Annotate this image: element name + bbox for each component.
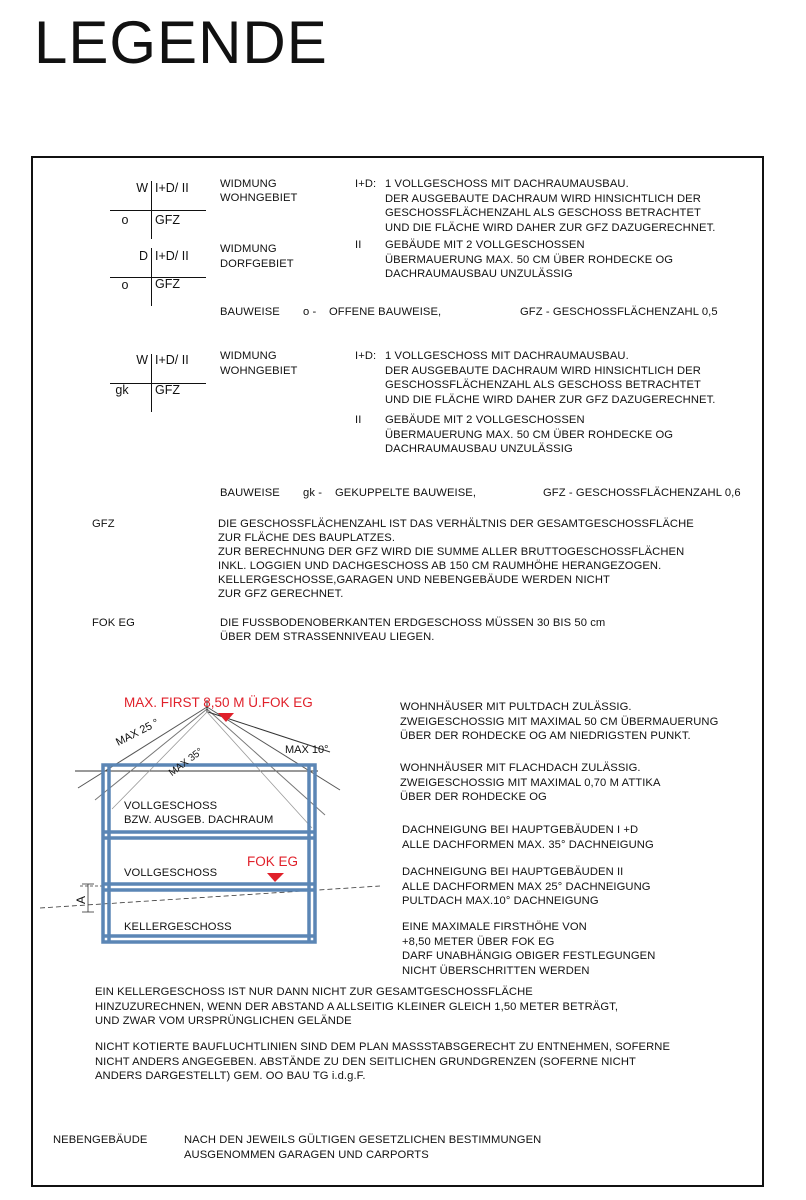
box-bottom-left: gk [115,383,129,397]
note-firsthoehe: DARF UNABHÄNGIG OBIGER FESTLEGUNGEN [402,950,656,962]
gfz-value: GFZ - GESCHOSSFLÄCHENZAHL 0,5 [520,306,718,318]
nebengebaeude-label: NEBENGEBÄUDE [53,1134,148,1146]
ii-text-line: DACHRAUMAUSBAU UNZULÄSSIG [385,268,573,280]
ii-code: II [355,414,362,426]
box-top-right: I+D/ II [155,249,189,263]
nebengebaeude-line: AUSGENOMMEN GARAGEN UND CARPORTS [184,1148,429,1161]
fok-def-line: DIE FUSSBODENOBERKANTEN ERDGESCHOSS MÜSSEN 30 BIS 50 cm [220,617,606,629]
note-firsthoehe: +8,50 METER ÜBER FOK EG [402,935,555,948]
box-bottom-left: o [121,213,129,227]
id-text-line: UND DIE FLÄCHE WIRD DAHER ZUR GFZ DAZUGERECHNET. [385,221,716,234]
box-top-left: D [138,249,148,263]
max10-label: MAX 10° [285,744,329,756]
ii-text-line: GEBÄUDE MIT 2 VOLLGESCHOSSEN [385,414,585,426]
gfz-def-line: KELLERGESCHOSSE,GARAGEN UND NEBENGEBÄUDE WERDEN NICHT [218,574,610,586]
note-flachdach: WOHNHÄUSER MIT FLACHDACH ZULÄSSIG. [400,762,641,774]
zoning-box-w-o [88,173,203,243]
zoning-box-d-o [88,240,203,310]
gfz-value: GFZ - GESCHOSSFLÄCHENZAHL 0,6 [543,487,741,499]
baufluchtlinien-note-line: ANDERS DARGESTELLT) GEM. OO BAU TG i.d.g.F. [95,1070,366,1082]
note-firsthoehe: NICHT ÜBERSCHRITTEN WERDEN [402,964,590,977]
note-dachneigung-ii: ALLE DACHFORMEN MAX 25° DACHNEIGUNG [402,880,651,893]
fok-def-line: ÜBER DEM STRASSENNIVEAU LIEGEN. [220,631,435,643]
note-pultdach: WOHNHÄUSER MIT PULTDACH ZULÄSSIG. [400,701,632,713]
note-flachdach: ÜBER DER ROHDECKE OG [400,791,547,803]
ii-text-line: DACHRAUMAUSBAU UNZULÄSSIG [385,443,573,455]
floor-bottom-label: KELLERGESCHOSS [124,921,232,933]
box-bottom-right: GFZ [155,383,180,397]
page-title: LEGENDE [34,9,328,76]
id-text-line: 1 VOLLGESCHOSS MIT DACHRAUMAUSBAU. [385,350,629,362]
note-dachneigung-ii: DACHNEIGUNG BEI HAUPTGEBÄUDEN II [402,866,624,878]
zoning-box-w-gk [88,346,203,416]
bauweise-code: o - [303,306,317,318]
ii-text-line: ÜBERMAUERUNG MAX. 50 CM ÜBER ROHDECKE OG [385,253,674,266]
widmung-value: WOHNGEBIET [220,192,298,204]
widmung-value: WOHNGEBIET [220,364,298,377]
gfz-def-line: ZUR BERECHNUNG DER GFZ WIRD DIE SUMME ALLER BRUTTOGESCHOSSFLÄCHEN [218,546,685,558]
ii-text-line: GEBÄUDE MIT 2 VOLLGESCHOSSEN [385,239,585,251]
bauweise-label: BAUWEISE [220,306,280,318]
max25-label: MAX 25 ° [114,716,161,749]
keller-note-line: HINZUZURECHNEN, WENN DER ABSTAND A ALLSEITIG KLEINER GLEICH 1,50 METER BETRÄGT, [95,1000,619,1013]
widmung-label: WIDMUNG [220,243,277,255]
note-dachneigung-ii: PULTDACH MAX.10° DACHNEIGUNG [402,895,599,907]
max35-label: MAX 35° [167,746,206,779]
box-divider-horizontal [110,210,206,211]
box-top-right: I+D/ II [155,353,189,367]
baufluchtlinien-note-line: NICHT ANDERS ANGEGEBEN. ABSTÄNDE ZU DEN SEITLICHEN GRUNDGRENZEN (SOFERNE NICHT [95,1055,636,1068]
gfz-def-label: GFZ [92,518,115,530]
id-text-line: GESCHOSSFLÄCHENZAHL ALS GESCHOSS BETRACHTET [385,207,701,219]
ii-text-line: ÜBERMAUERUNG MAX. 50 CM ÜBER ROHDECKE OG [385,428,674,441]
keller-note-line: EIN KELLERGESCHOSS IST NUR DANN NICHT ZUR GESAMTGESCHOSSFLÄCHE [95,986,533,998]
note-dachneigung-id: ALLE DACHFORMEN MAX. 35° DACHNEIGUNG [402,838,654,851]
id-text-line: DER AUSGEBAUTE DACHRAUM WIRD HINSICHTLICH DER [385,192,701,205]
box-top-left: W [136,353,148,367]
bauweise-text: OFFENE BAUWEISE, [329,306,442,318]
note-firsthoehe: EINE MAXIMALE FIRSTHÖHE VON [402,921,587,933]
bauweise-text: GEKUPPELTE BAUWEISE, [335,487,477,499]
box-bottom-right: GFZ [155,213,180,227]
floor-top-label: VOLLGESCHOSS [124,800,218,812]
id-text-line: GESCHOSSFLÄCHENZAHL ALS GESCHOSS BETRACHTET [385,379,701,391]
gfz-def-line: ZUR FLÄCHE DES BAUPLATZES. [218,532,396,544]
floor-top-label-2: BZW. AUSGEB. DACHRAUM [124,814,274,826]
widmung-value: DORFGEBIET [220,257,294,270]
id-text-line: 1 VOLLGESCHOSS MIT DACHRAUMAUSBAU. [385,178,629,190]
gfz-def-line: ZUR GFZ GERECHNET. [218,588,344,600]
widmung-label: WIDMUNG [220,178,277,190]
box-bottom-right: GFZ [155,277,180,291]
bauweise-code: gk - [303,487,323,499]
widmung-label: WIDMUNG [220,350,277,362]
id-text-line: UND DIE FLÄCHE WIRD DAHER ZUR GFZ DAZUGERECHNET. [385,393,716,406]
dimension-a-label: A [74,895,88,904]
fok-eg-label: FOK EG [247,854,299,869]
box-top-left: W [136,181,148,195]
id-code: I+D: [355,178,377,190]
bauweise-label: BAUWEISE [220,487,280,499]
fok-marker-triangle [267,873,284,882]
max-first-label: MAX. FIRST 8,50 M Ü.FOK EG [124,695,313,710]
id-code: I+D: [355,350,377,362]
baufluchtlinien-note-line: NICHT KOTIERTE BAUFLUCHTLINIEN SIND DEM PLAN MASSSTABSGERECHT ZU ENTNEHMEN, SOFERNE [95,1041,671,1053]
note-pultdach: ÜBER DER ROHDECKE OG AM NIEDRIGSTEN PUNKT. [400,730,691,742]
note-pultdach: ZWEIGESCHOSSIG MIT MAXIMAL 50 CM ÜBERMAUERUNG [400,715,719,728]
roof-line-25 [78,707,207,788]
floor-mid-label: VOLLGESCHOSS [124,867,218,879]
keller-note-line: UND ZWAR VOM URSPRÜNGLICHEN GELÄNDE [95,1015,352,1027]
id-text-line: DER AUSGEBAUTE DACHRAUM WIRD HINSICHTLICH DER [385,364,701,377]
note-dachneigung-id: DACHNEIGUNG BEI HAUPTGEBÄUDEN I +D [402,824,639,836]
gfz-def-line: INKL. LOGGIEN UND DACHGESCHOSS AB 150 CM RAUMHÖHE HERANGEZOGEN. [218,560,662,572]
box-bottom-left: o [121,278,129,292]
nebengebaeude-line: NACH DEN JEWEILS GÜLTIGEN GESETZLICHEN BESTIMMUNGEN [184,1134,542,1146]
box-top-right: I+D/ II [155,181,189,195]
fok-def-label: FOK EG [92,617,135,629]
note-flachdach: ZWEIGESCHOSSIG MIT MAXIMAL 0,70 M ATTIKA [400,776,661,789]
ii-code: II [355,239,362,251]
gfz-def-line: DIE GESCHOSSFLÄCHENZAHL IST DAS VERHÄLTNIS DER GESAMTGESCHOSSFLÄCHE [218,518,694,530]
